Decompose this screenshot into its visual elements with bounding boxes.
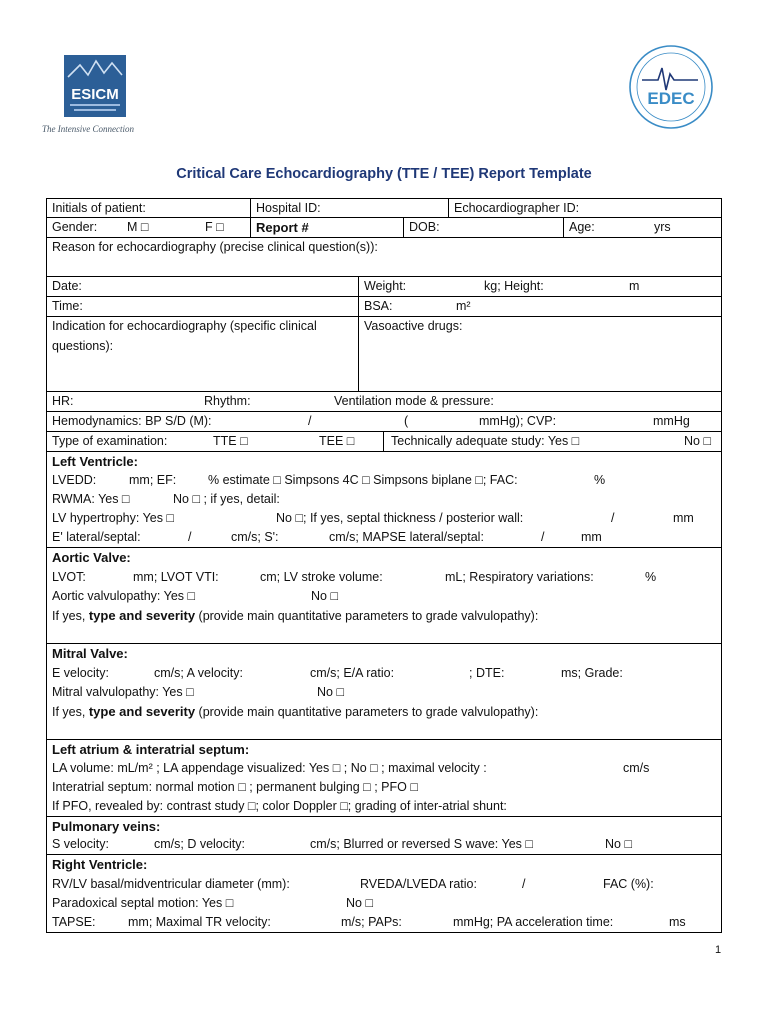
e-prime-slash: / [188, 530, 192, 544]
mv-severity-line[interactable] [52, 702, 538, 722]
report-number-field[interactable] [250, 218, 403, 237]
lvh-no-checkbox[interactable]: No □; If yes, septal thickness / posterior wall: [276, 511, 524, 525]
height-unit: m [629, 279, 640, 293]
rv-fac-label[interactable]: FAC (%): [603, 877, 654, 891]
dob-field[interactable] [403, 218, 563, 237]
section-left-atrium [46, 740, 722, 817]
weight-height-field[interactable] [358, 277, 721, 296]
row-indication [46, 317, 722, 392]
exam-type-label: Type of examination: [52, 434, 168, 448]
lvh-yes-checkbox[interactable]: LV hypertrophy: Yes □ [52, 511, 174, 525]
bp-paren: ( [404, 414, 409, 428]
echo-id-label: Echocardiographer ID: [454, 201, 580, 215]
tte-checkbox[interactable]: TTE □ [213, 434, 248, 448]
time-field[interactable] [47, 297, 358, 316]
dte-label[interactable]: ; DTE: [469, 666, 505, 680]
adequate-no-checkbox[interactable]: No □ [684, 434, 712, 448]
row-hemodynamics[interactable] [46, 412, 722, 432]
bsa-unit: m² [456, 299, 471, 313]
age-unit: yrs [654, 220, 671, 234]
mv-valvulopathy-yes-checkbox[interactable]: Mitral valvulopathy: Yes □ [52, 685, 194, 699]
lvedd-label[interactable]: LVEDD: [52, 473, 97, 487]
rwma-no-checkbox[interactable]: No □ ; if yes, detail: [173, 492, 280, 506]
lvh-unit: mm [673, 511, 694, 525]
ventilation-label: Ventilation mode & pressure: [334, 394, 494, 408]
adequate-yes-checkbox[interactable]: Technically adequate study: Yes □ [391, 434, 580, 448]
lv-title: Left Ventricle: [52, 454, 138, 469]
section-aortic-valve [46, 548, 722, 644]
bp-label: Hemodynamics: BP S/D (M): [52, 414, 212, 428]
dob-label: DOB: [409, 220, 440, 234]
rv-title: Right Ventricle: [52, 857, 148, 872]
section-right-ventricle [46, 855, 722, 933]
grade-label[interactable]: ms; Grade: [561, 666, 623, 680]
indication-field[interactable] [47, 317, 358, 391]
hospital-id-label: Hospital ID: [256, 201, 321, 215]
mv-valvulopathy-no-checkbox[interactable]: No □ [317, 685, 345, 699]
rveda-slash: / [522, 877, 526, 891]
cvp-unit: mmHg [653, 414, 690, 428]
lvot-label[interactable]: LVOT: [52, 570, 86, 584]
page-title: Critical Care Echocardiography (TTE / TEE) Report Template [176, 166, 592, 182]
tapse-label[interactable]: TAPSE: [52, 915, 96, 929]
s-velocity-label[interactable]: S velocity: [52, 837, 109, 851]
report-number-label: Report # [256, 220, 309, 235]
e-velocity-label[interactable]: E velocity: [52, 666, 109, 680]
rveda-ratio-label[interactable]: RVEDA/LVEDA ratio: [360, 877, 477, 891]
bp-slash: / [308, 414, 312, 428]
paradoxical-no-checkbox[interactable]: No □ [346, 896, 374, 910]
date-field[interactable] [47, 277, 358, 296]
septum-motion-line[interactable]: Interatrial septum: normal motion □ ; permanent bulging □ ; PFO □ [52, 780, 418, 794]
bsa-field[interactable] [358, 297, 721, 316]
section-left-ventricle [46, 452, 722, 548]
gender-label: Gender: [52, 220, 98, 234]
row-gender [46, 218, 722, 238]
pfo-line[interactable]: If PFO, revealed by: contrast study □; color Doppler □; grading of inter-atrial shunt: [52, 799, 507, 813]
section-pulmonary-veins [46, 817, 722, 855]
row-date-weight [46, 277, 722, 297]
initials-label: Initials of patient: [52, 201, 146, 215]
adequate-study-field [383, 432, 721, 451]
row-patient-ids [46, 198, 722, 218]
mv-provide: (provide main quantitative parameters to grade valvulopathy): [198, 705, 539, 719]
rv-diameter-label[interactable]: RV/LV basal/midventricular diameter (mm): [52, 877, 290, 891]
row-time-bsa [46, 297, 722, 317]
ef-label[interactable]: mm; EF: [129, 473, 177, 487]
av-provide: (provide main quantitative parameters to grade valvulopathy): [198, 609, 539, 623]
male-checkbox[interactable]: M □ [127, 220, 149, 234]
date-label: Date: [52, 279, 82, 293]
exam-type-field [47, 432, 383, 451]
esicm-logo-text: ESICM [71, 86, 119, 103]
ea-ratio-label[interactable]: cm/s; E/A ratio: [310, 666, 395, 680]
av-if-yes: If yes, [52, 609, 86, 623]
report-form [46, 198, 722, 933]
av-valvulopathy-no-checkbox[interactable]: No □ [311, 589, 339, 603]
hr-label: HR: [52, 394, 74, 408]
tee-checkbox[interactable]: TEE □ [319, 434, 355, 448]
e-prime-label[interactable]: E' lateral/septal: [52, 530, 141, 544]
initials-field[interactable] [47, 199, 250, 217]
indication-label-2: questions): [52, 339, 114, 353]
av-valvulopathy-yes-checkbox[interactable]: Aortic valvulopathy: Yes □ [52, 589, 196, 603]
rwma-yes-checkbox[interactable]: RWMA: Yes □ [52, 492, 130, 506]
d-velocity-label[interactable]: cm/s; D velocity: [154, 837, 245, 851]
pa-acceleration-label[interactable]: mmHg; PA acceleration time: [453, 915, 614, 929]
echo-id-field[interactable] [448, 199, 721, 217]
resp-variation-unit: % [645, 570, 657, 584]
height-label: kg; Height: [484, 279, 544, 293]
reason-label: Reason for echocardiography (precise clinical question(s)): [52, 240, 378, 254]
age-field[interactable] [563, 218, 721, 237]
av-severity-line[interactable] [52, 606, 538, 626]
rhythm-label: Rhythm: [204, 394, 251, 408]
paradoxical-yes-checkbox[interactable]: Paradoxical septal motion: Yes □ [52, 896, 234, 910]
mapse-unit: mm [581, 530, 602, 544]
la-title: Left atrium & interatrial septum: [52, 742, 250, 757]
ef-method-options[interactable]: % estimate □ Simpsons 4C □ Simpsons biplane □; FAC: [208, 473, 518, 487]
a-velocity-label[interactable]: cm/s; A velocity: [154, 666, 243, 680]
gender-field [47, 218, 250, 237]
blurred-s-wave-no-checkbox[interactable]: No □ [605, 837, 633, 851]
esicm-logo [40, 55, 158, 137]
blurred-s-wave-yes-checkbox[interactable]: cm/s; Blurred or reversed S wave: Yes □ [310, 837, 533, 851]
la-volume-line[interactable]: LA volume: mL/m² ; LA appendage visualized: Yes □ ; No □ ; maximal velocity : [52, 761, 487, 775]
section-mitral-valve [46, 644, 722, 740]
av-title: Aortic Valve: [52, 550, 131, 565]
av-type-severity: type and severity [88, 608, 196, 623]
vasoactive-label: Vasoactive drugs: [364, 319, 463, 333]
cvp-label: mmHg); CVP: [479, 414, 557, 428]
mv-type-severity: type and severity [88, 704, 196, 719]
edec-logo [628, 44, 714, 130]
female-checkbox[interactable]: F □ [205, 220, 224, 234]
lvot-vti-label[interactable]: mm; LVOT VTI: [133, 570, 219, 584]
esicm-tagline: The Intensive Connection [42, 124, 134, 134]
pa-acceleration-unit: ms [669, 915, 686, 929]
s-prime-label[interactable]: cm/s; S': [231, 530, 279, 544]
stroke-volume-label[interactable]: cm; LV stroke volume: [260, 570, 383, 584]
fac-unit: % [594, 473, 606, 487]
hospital-id-field[interactable] [250, 199, 448, 217]
bsa-label: BSA: [364, 299, 393, 313]
mv-if-yes: If yes, [52, 705, 86, 719]
mapse-label[interactable]: cm/s; MAPSE lateral/septal: [329, 530, 484, 544]
time-label: Time: [52, 299, 83, 313]
resp-variation-label[interactable]: mL; Respiratory variations: [445, 570, 594, 584]
paps-label[interactable]: m/s; PAPs: [341, 915, 402, 929]
mapse-slash: / [541, 530, 545, 544]
vasoactive-field[interactable] [358, 317, 721, 391]
tr-velocity-label[interactable]: mm; Maximal TR velocity: [128, 915, 271, 929]
weight-label: Weight: [364, 279, 407, 293]
lvh-slash: / [611, 511, 615, 525]
reason-field[interactable] [46, 238, 722, 277]
age-label: Age: [569, 220, 595, 234]
mv-title: Mitral Valve: [52, 646, 128, 661]
row-exam-type [46, 432, 722, 452]
row-hr[interactable] [46, 392, 722, 412]
page-number: 1 [715, 944, 722, 956]
edec-logo-text: EDEC [647, 89, 695, 108]
pv-title: Pulmonary veins: [52, 819, 161, 834]
indication-label-1: Indication for echocardiography (specific clinical [52, 319, 317, 333]
la-velocity-unit: cm/s [623, 761, 650, 775]
